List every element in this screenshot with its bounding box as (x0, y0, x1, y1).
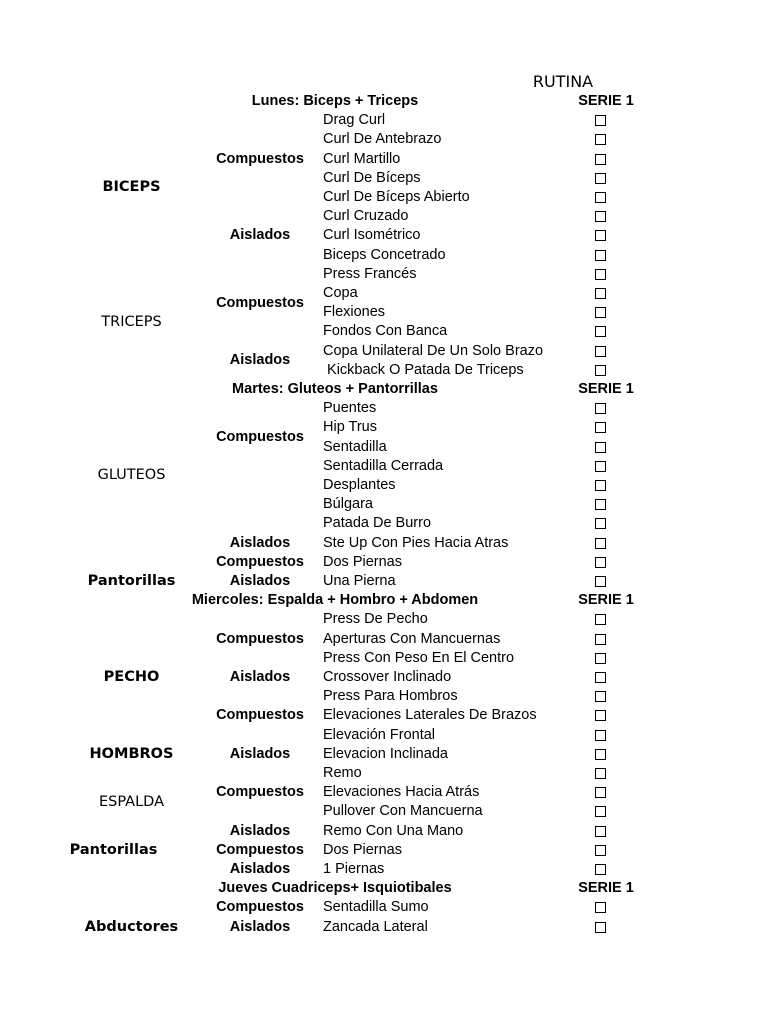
exercise-type-label: Aislados (229, 573, 291, 589)
exercise-checkbox[interactable] (595, 826, 606, 837)
exercise-row (0, 610, 768, 629)
exercise-name: 1 Piernas (323, 861, 385, 877)
exercise-row (0, 764, 768, 783)
exercise-name: Dos Piernas (323, 841, 402, 858)
exercise-checkbox[interactable] (595, 461, 606, 472)
exercise-name: Kickback O Patada De Triceps (323, 361, 524, 378)
muscle-group-label: TRICEPS (101, 313, 162, 330)
serie-header: SERIE 1 (578, 381, 634, 397)
exercise-type-label: Aislados (229, 822, 291, 839)
exercise-type-label: Compuestos (216, 429, 304, 445)
exercise-checkbox[interactable] (595, 211, 606, 222)
exercise-checkbox[interactable] (595, 442, 606, 453)
exercise-type-label: Aislados (229, 861, 291, 877)
exercise-name: Curl Isométrico (323, 227, 421, 244)
exercise-name: Elevaciones Hacia Atrás (323, 784, 480, 801)
exercise-checkbox[interactable] (595, 250, 606, 261)
muscle-group-label: Pantorillas (69, 841, 158, 858)
exercise-name: Curl Cruzado (323, 208, 409, 225)
exercise-type-label: Aislados (229, 352, 291, 369)
exercise-row (0, 361, 768, 380)
exercise-name: Remo (323, 765, 362, 781)
exercise-row (0, 860, 768, 879)
exercise-checkbox[interactable] (595, 787, 606, 798)
exercise-checkbox[interactable] (595, 691, 606, 702)
exercise-name: Press Para Hombros (323, 688, 458, 705)
exercise-row (0, 534, 768, 553)
exercise-name: Sentadilla Cerrada (323, 457, 444, 474)
exercise-checkbox[interactable] (595, 288, 606, 299)
exercise-checkbox[interactable] (595, 480, 606, 491)
exercise-checkbox[interactable] (595, 326, 606, 337)
day-title: Jueves Cuadriceps+ Isquiotibales (218, 880, 452, 897)
exercise-checkbox[interactable] (595, 499, 606, 510)
exercise-name: Zancada Lateral (323, 918, 428, 935)
exercise-checkbox[interactable] (595, 557, 606, 568)
exercise-checkbox[interactable] (595, 672, 606, 683)
exercise-type-label: Aislados (229, 534, 291, 551)
day-header-row (0, 92, 768, 111)
muscle-group-label: GLUTEOS (97, 467, 166, 484)
muscle-group-label: ESPALDA (98, 793, 164, 810)
exercise-checkbox[interactable] (595, 768, 606, 779)
exercise-type-label: Aislados (229, 745, 291, 762)
exercise-name: Press Con Peso En El Centro (323, 649, 515, 666)
exercise-row (0, 495, 768, 514)
exercise-row (0, 514, 768, 533)
day-title: Lunes: Biceps + Triceps (251, 93, 419, 109)
exercise-name: Flexiones (323, 304, 386, 321)
exercise-name: Press Francés (323, 265, 417, 282)
exercise-name: Biceps Concetrado (323, 246, 446, 263)
exercise-name: Remo Con Una Mano (323, 822, 464, 839)
exercise-name: Elevación Frontal (323, 726, 436, 743)
exercise-name: Crossover Inclinado (323, 669, 452, 685)
exercise-type-label: Aislados (229, 918, 291, 935)
day-title: Martes: Gluteos + Pantorrillas (232, 381, 438, 397)
exercise-type-label: Compuestos (216, 630, 304, 647)
exercise-row (0, 284, 768, 303)
exercise-checkbox[interactable] (595, 614, 606, 625)
day-header-row (0, 380, 768, 399)
exercise-checkbox[interactable] (595, 806, 606, 817)
exercise-name: Una Pierna (323, 573, 396, 589)
exercise-checkbox[interactable] (595, 710, 606, 721)
exercise-name: Curl De Bíceps (323, 169, 421, 186)
exercise-checkbox[interactable] (595, 173, 606, 184)
exercise-row (0, 687, 768, 706)
exercise-checkbox[interactable] (595, 307, 606, 318)
exercise-row (0, 706, 768, 725)
exercise-checkbox[interactable] (595, 902, 606, 913)
exercise-checkbox[interactable] (595, 346, 606, 357)
exercise-checkbox[interactable] (595, 538, 606, 549)
exercise-name: Fondos Con Banca (323, 323, 448, 340)
exercise-type-label: Compuestos (216, 784, 304, 801)
day-header-row (0, 879, 768, 898)
exercise-checkbox[interactable] (595, 653, 606, 664)
exercise-type-label: Compuestos (216, 707, 304, 724)
exercise-name: Puentes (323, 400, 377, 417)
serie-header: SERIE 1 (578, 93, 634, 109)
serie-header: SERIE 1 (578, 592, 634, 609)
exercise-type-label: Compuestos (216, 899, 304, 916)
exercise-row (0, 342, 768, 361)
exercise-row (0, 726, 768, 745)
exercise-name: Sentadilla Sumo (323, 899, 429, 916)
exercise-checkbox[interactable] (595, 576, 606, 587)
exercise-checkbox[interactable] (595, 845, 606, 856)
muscle-group-label: PECHO (103, 669, 160, 685)
serie-header: SERIE 1 (578, 880, 634, 897)
exercise-checkbox[interactable] (595, 134, 606, 145)
exercise-type-label: Compuestos (216, 294, 304, 311)
exercise-name: Press De Pecho (323, 611, 428, 628)
exercise-row (0, 111, 768, 130)
exercise-type-label: Aislados (229, 227, 291, 244)
exercise-checkbox[interactable] (595, 115, 606, 126)
exercise-checkbox[interactable] (595, 749, 606, 760)
muscle-group-label: Abductores (84, 918, 179, 935)
exercise-name: Dos Piernas (323, 553, 402, 570)
exercise-name: Curl De Antebrazo (323, 131, 442, 148)
muscle-group-label: HOMBROS (89, 745, 174, 762)
exercise-row (0, 246, 768, 265)
exercise-checkbox[interactable] (595, 518, 606, 529)
day-header-row (0, 591, 768, 610)
exercise-row (0, 207, 768, 226)
exercise-checkbox[interactable] (595, 269, 606, 280)
exercise-name: Elevacion Inclinada (323, 745, 448, 762)
exercise-row (0, 898, 768, 917)
exercise-name: Elevaciones Laterales De Brazos (323, 707, 537, 724)
exercise-checkbox[interactable] (595, 230, 606, 241)
exercise-name: Búlgara (323, 496, 373, 513)
exercise-name: Drag Curl (323, 112, 386, 129)
page-title: RUTINA (532, 72, 594, 91)
muscle-group-label: BICEPS (102, 179, 161, 196)
exercise-type-label: Compuestos (216, 150, 304, 167)
exercise-row (0, 553, 768, 572)
exercise-row (0, 130, 768, 149)
exercise-name: Curl Martillo (323, 150, 401, 167)
exercise-row (0, 630, 768, 649)
exercise-name: Patada De Burro (323, 515, 432, 532)
exercise-name: Desplantes (323, 477, 396, 493)
exercise-checkbox[interactable] (595, 154, 606, 165)
exercise-row (0, 226, 768, 245)
exercise-row (0, 649, 768, 668)
exercise-name: Copa Unilateral De Un Solo Brazo (323, 342, 544, 359)
exercise-row (0, 150, 768, 169)
exercise-row (0, 265, 768, 284)
exercise-checkbox[interactable] (595, 403, 606, 414)
exercise-row (0, 822, 768, 841)
exercise-checkbox[interactable] (595, 634, 606, 645)
exercise-name: Curl De Bíceps Abierto (323, 189, 470, 205)
exercise-checkbox[interactable] (595, 730, 606, 741)
exercise-type-label: Compuestos (216, 841, 304, 858)
exercise-name: Sentadilla (323, 438, 387, 455)
muscle-group-label: Pantorillas (87, 573, 176, 589)
day-title: Miercoles: Espalda + Hombro + Abdomen (191, 592, 479, 609)
exercise-type-label: Compuestos (216, 553, 304, 570)
exercise-row (0, 399, 768, 418)
exercise-name: Aperturas Con Mancuernas (323, 630, 501, 647)
exercise-name: Ste Up Con Pies Hacia Atras (323, 534, 509, 551)
exercise-name: Pullover Con Mancuerna (323, 803, 483, 820)
exercise-checkbox[interactable] (595, 422, 606, 433)
exercise-checkbox[interactable] (595, 922, 606, 933)
exercise-checkbox[interactable] (595, 365, 606, 376)
exercise-row (0, 418, 768, 437)
exercise-type-label: Aislados (229, 669, 291, 685)
exercise-checkbox[interactable] (595, 192, 606, 203)
exercise-name: Copa (323, 285, 358, 301)
exercise-checkbox[interactable] (595, 864, 606, 875)
exercise-row (0, 438, 768, 457)
exercise-name: Hip Trus (323, 419, 377, 436)
